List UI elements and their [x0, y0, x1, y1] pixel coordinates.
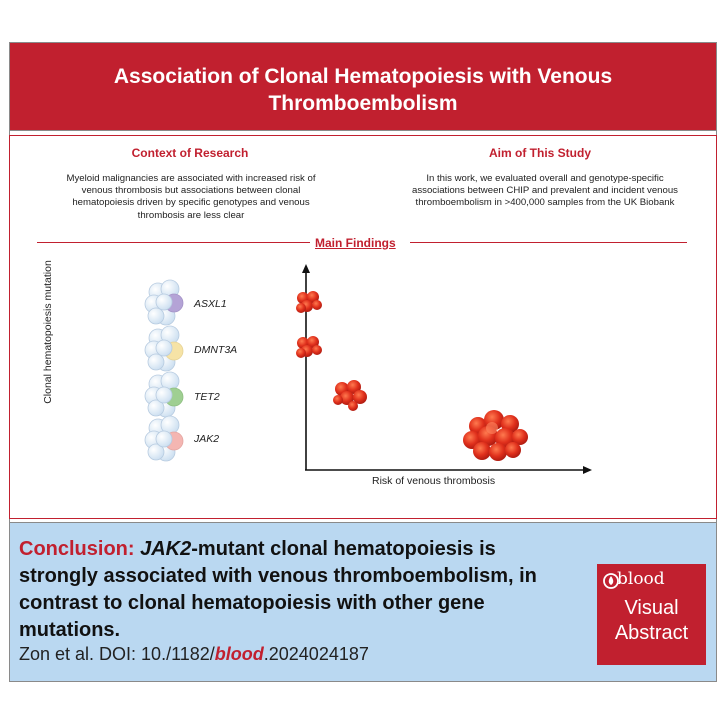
page-title: Association of Clonal Hematopoiesis with Venous Thromboembolism: [113, 65, 613, 115]
citation-suffix: .2024024187: [263, 644, 369, 664]
cell-cluster-tet2: [145, 372, 183, 417]
logo-line1: Visual: [624, 597, 679, 619]
x-axis-arrow: [583, 466, 592, 474]
citation[interactable]: [19, 644, 369, 665]
citation-journal: blood: [214, 644, 264, 664]
citation-prefix: Zon et al. DOI: 10./1182/: [19, 644, 215, 664]
aim-body: In this work, we evaluated overall and genotype-specific associations between CHIP and prevalent and incident venous thromboembolism in >400,000 samples from the UK Biobank: [412, 173, 678, 209]
clot-asxl1: [296, 291, 322, 313]
clot-tet2: [333, 380, 367, 411]
aim-heading: Aim of This Study: [489, 146, 591, 160]
y-axis-arrow: [302, 264, 310, 273]
gene-label-jak2: JAK2: [194, 433, 220, 445]
conclusion-gene: JAK2: [140, 538, 192, 560]
conclusion-label: Conclusion:: [19, 538, 135, 560]
conclusion-body: -mutant clonal hematopoiesis is strongly associated with venous thromboembolism, in contrast to clonal hematopoiesis with other gene mutations.: [19, 538, 537, 641]
blood-visual-abstract-logo: [597, 564, 706, 665]
clot-dmnt3a: [296, 336, 322, 358]
conclusion-panel: [9, 522, 717, 682]
context-heading: Context of Research: [131, 146, 249, 160]
clot-jak2: [463, 410, 528, 461]
cell-cluster-asxl1: [145, 280, 183, 325]
conclusion-text: [19, 536, 579, 644]
main-findings-heading: Main Findings: [315, 236, 396, 250]
x-axis-label: Risk of venous thrombosis: [372, 475, 496, 487]
y-axis-label: Clonal hematopoiesis mutation: [42, 260, 54, 404]
gene-label-dmnt3a: DMNT3A: [194, 344, 238, 356]
gene-label-asxl1: ASXL1: [194, 298, 227, 310]
logo-line2: Abstract: [614, 622, 689, 644]
cell-cluster-jak2: [145, 416, 183, 461]
context-body: Myeloid malignancies are associated with increased risk of venous thrombosis but associations between clonal hematopoiesis driven by specific genotypes and venous thrombosis are less clear: [66, 173, 316, 221]
gene-label-tet2: TET2: [194, 391, 220, 403]
logo-brand: blood: [617, 569, 665, 589]
cell-cluster-dmnt3a: [145, 326, 183, 371]
